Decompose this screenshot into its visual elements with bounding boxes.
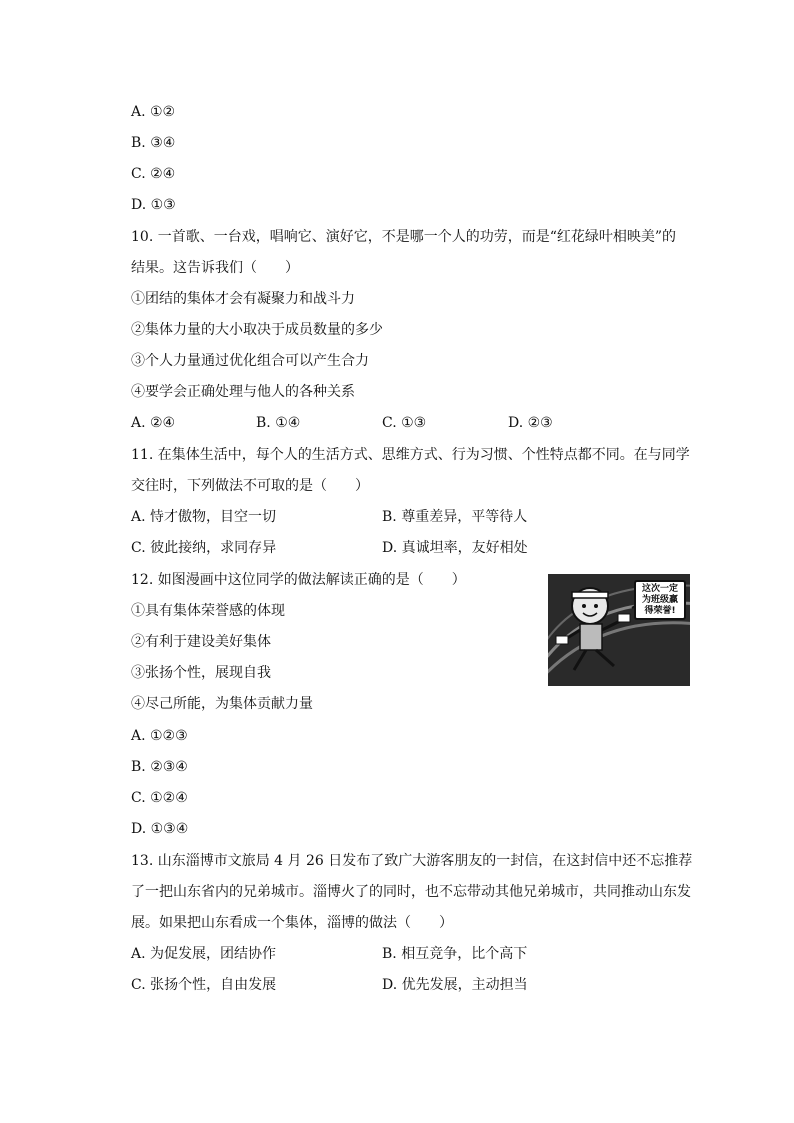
q13-stem-line2: 了一把山东省内的兄弟城市。淄博火了的同时，也不忘带动其他兄弟城市，共同推动山东发: [131, 884, 691, 900]
q11-option-c: C. 彼此接纳，求同存异: [131, 540, 277, 556]
speech-line-1: 这次一定: [641, 584, 678, 594]
q9-option-d: D. ①③: [131, 197, 176, 213]
q11-option-b: B. 尊重差异，平等待人: [382, 509, 528, 525]
q10-option-d: D. ②③: [508, 415, 553, 431]
q12-option-c: C. ①②④: [131, 790, 188, 806]
q10-option-c: C. ①③: [382, 415, 427, 431]
q12-statement-3: ③张扬个性，展现自我: [131, 665, 271, 681]
q11-stem-line2: 交往时，下列做法不可取的是（ ）: [131, 478, 369, 494]
q13-option-c: C. 张扬个性，自由发展: [131, 977, 277, 993]
cartoon-figure: [548, 574, 690, 686]
q13-stem-line1: 13. 山东淄博市文旅局 4 月 26 日发布了致广大游客朋友的一封信，在这封信中还不忘推荐: [131, 853, 693, 869]
q13-option-d: D. 优先发展，主动担当: [382, 977, 528, 993]
q11-stem-line1: 11. 在集体生活中，每个人的生活方式、思维方式、行为习惯、个性特点都不同。在与同学: [131, 447, 690, 463]
q13-stem-line3: 展。如果把山东看成一个集体，淄博的做法（ ）: [131, 915, 453, 931]
speech-line-2: 为班级赢: [641, 595, 678, 605]
q12-option-d: D. ①③④: [131, 821, 189, 837]
speech-bubble: [634, 580, 686, 620]
q13-option-b: B. 相互竞争，比个高下: [382, 946, 528, 962]
q11-option-a: A. 恃才傲物，目空一切: [131, 509, 277, 525]
speech-line-3: 得荣誉!: [644, 606, 676, 616]
q10-statement-1: ①团结的集体才会有凝聚力和战斗力: [131, 291, 355, 307]
q10-statement-3: ③个人力量通过优化组合可以产生合力: [131, 353, 369, 369]
q13-option-a: A. 为促发展，团结协作: [131, 946, 277, 962]
q12-option-a: A. ①②③: [131, 728, 188, 744]
q10-statement-2: ②集体力量的大小取决于成员数量的多少: [131, 322, 383, 338]
q10-statement-4: ④要学会正确处理与他人的各种关系: [131, 384, 355, 400]
q12-stem: 12. 如图漫画中这位同学的做法解读正确的是（ ）: [131, 572, 466, 588]
q10-option-b: B. ①④: [256, 415, 301, 431]
q10-option-a: A. ②④: [131, 415, 176, 431]
q12-option-b: B. ②③④: [131, 759, 188, 775]
q12-statement-2: ②有利于建设美好集体: [131, 634, 271, 650]
q10-stem-line2: 结果。这告诉我们（ ）: [131, 260, 299, 276]
q12-statement-1: ①具有集体荣誉感的体现: [131, 603, 285, 619]
q12-statement-4: ④尽己所能，为集体贡献力量: [131, 696, 313, 712]
q10-stem-line1: 10. 一首歌、一台戏，唱响它、演好它，不是哪一个人的功劳，而是“红花绿叶相映美”的: [131, 229, 677, 245]
q9-option-b: B. ③④: [131, 135, 176, 151]
q11-option-d: D. 真诚坦率，友好相处: [382, 540, 528, 556]
q9-option-c: C. ②④: [131, 166, 176, 182]
q9-option-a: A. ①②: [131, 104, 176, 120]
